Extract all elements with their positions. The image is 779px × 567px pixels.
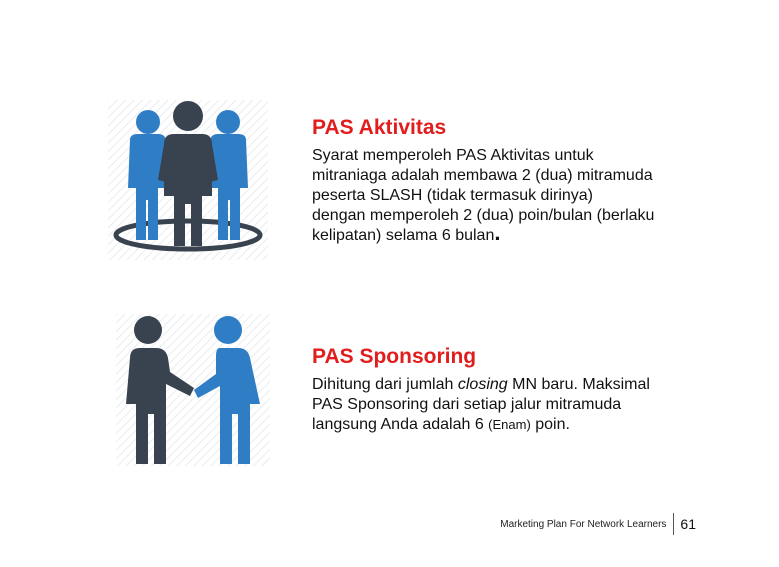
footer <box>500 513 696 535</box>
body-line: Syarat memperoleh PAS Aktivitas untuk <box>312 147 594 164</box>
page-number: 61 <box>680 516 696 532</box>
text-run: poin. <box>530 416 570 433</box>
section-title: PAS Aktivitas <box>312 116 447 139</box>
end-period: . <box>494 220 501 245</box>
body-line-text: kelipatan) selama 6 bulan <box>312 227 495 244</box>
people-group-icon <box>108 100 268 260</box>
body-line <box>312 375 752 395</box>
small-text-run: (Enam) <box>488 417 531 432</box>
body-line <box>312 415 752 435</box>
body-line-last <box>312 220 752 246</box>
text-run: langsung Anda adalah 6 <box>312 416 489 433</box>
text-run: MN baru. Maksimal <box>507 376 650 393</box>
section-body <box>312 375 752 435</box>
body-line: mitraniaga adalah membawa 2 (dua) mitramuda <box>312 167 653 184</box>
section-title: PAS Sponsoring <box>312 345 477 368</box>
footer-text: Marketing Plan For Network Learners <box>500 518 667 530</box>
body-line: dengan memperoleh 2 (dua) poin/bulan (berlaku <box>312 207 655 224</box>
body-line: PAS Sponsoring dari setiap jalur mitramuda <box>312 396 622 413</box>
section-pas-aktivitas <box>312 116 752 246</box>
text-run: Dihitung dari jumlah <box>312 376 458 393</box>
handshake-icon <box>116 314 270 466</box>
section-body <box>312 146 752 246</box>
italic-term: closing <box>457 376 508 393</box>
body-line: peserta SLASH (tidak termasuk dirinya) <box>312 187 593 204</box>
section-pas-sponsoring <box>312 345 752 435</box>
